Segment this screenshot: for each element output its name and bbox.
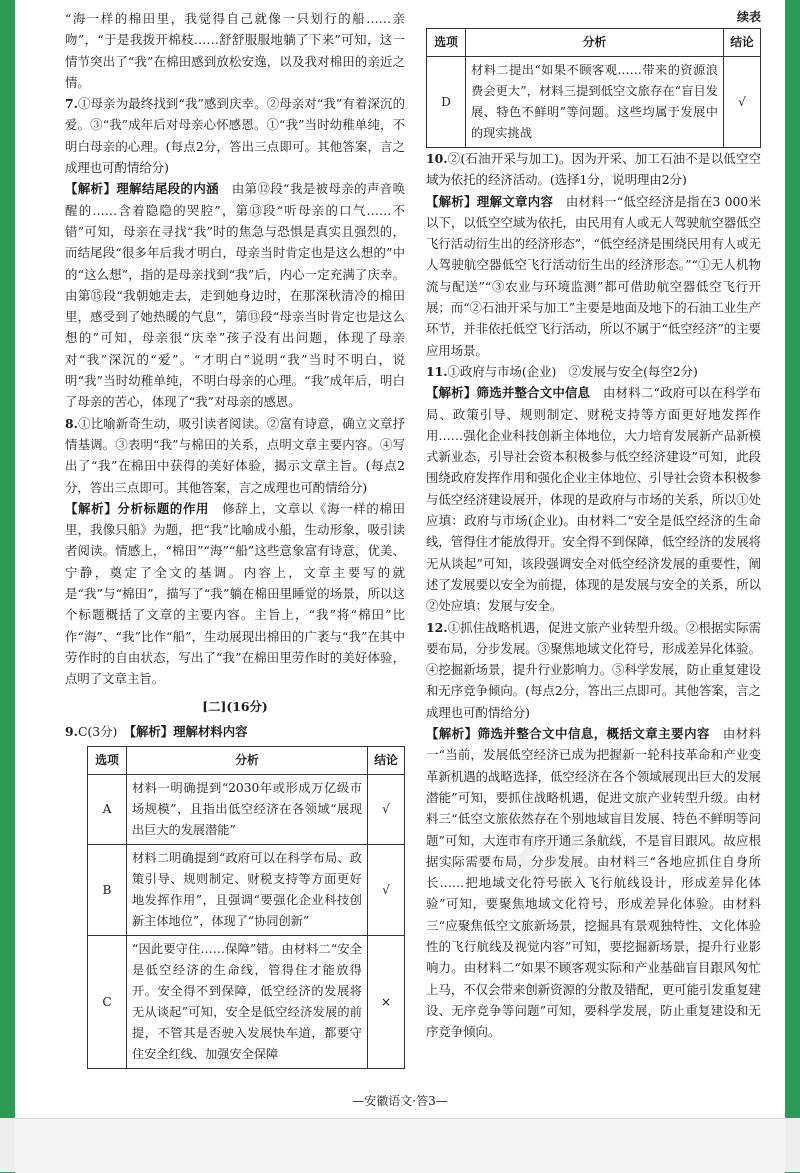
question-7 bbox=[65, 93, 405, 412]
question-11 bbox=[426, 361, 761, 617]
row-option: B bbox=[88, 845, 127, 936]
bottom-band bbox=[0, 1118, 800, 1172]
q12-analysis-tag: 【解析】筛选并整合文中信息，概括文章主要内容 bbox=[426, 726, 710, 742]
table-row bbox=[88, 936, 405, 1069]
q10-answer bbox=[426, 148, 761, 191]
bottom-band-inner bbox=[15, 1118, 785, 1173]
q9-answer-text: C(3分) bbox=[77, 723, 118, 739]
q10-analysis-text: 由材料一“低空经济是指在3 000米以下，以低空空域为依托，由民用有人或无人驾驶航空器低空飞行活动衍生出的经济形态”，“低空经济是围绕民用有人或无人驾驶航空器低空飞行活动衍生出的经济形态。”“①无人机物流与配送”“③农业与环境监测”都可借助航空器低空飞行开展；而“②石油开采与加工”主要是地面及地下的石油工业生产环节，并非依托低空飞行活动，所以不属于“低空经济”的主要应用场景。 bbox=[426, 193, 761, 358]
q12-analysis-text: 由材料一“当前，发展低空经济已成为把握新一轮科技革命和产业变革新机遇的战略选择，低空经济在各个领域展现出巨大的发展潜能”可知，要抓住战略机遇，促进文旅产业转型升级。由材料三“低空文旅依然存在个别地域盲目发展、特色不鲜明等问题”可知，大连市有序开通三条航线，不是盲目跟风。故应根据实际需要布局，分步发展。由材料三“各地应抓住自身所长……把地域文化符号嵌入飞行航线设计，形成差异化体验”可知，要聚焦地域文化符号，形成差异化体验。由材料三“应聚焦低空文旅新场景，挖掘具有景观独特性、文化体验性的飞行航线及视觉内容”可知，要挖掘新场景，提升行业影响力。由材料二“如果不顾客观实际和产业基础盲目跟风匆忙上马，不仅会带来创新资源的分散及错配，更可能引发重复建设、无序竞争等问题”可知，要科学发展，防止重复建设和无序竞争倾向。 bbox=[426, 726, 762, 1040]
header-option: 选项 bbox=[88, 747, 127, 775]
q7-number: 7. bbox=[65, 96, 78, 112]
q8-answer-text: ①比喻新奇生动，吸引读者阅读。②富有诗意，确立文章抒情基调。③表明“我”与棉田的关系，点明文章主要内容。④写出了“我”在棉田中获得的美好体验，揭示文章主旨。(每点2分，答出三点即可。其他答案，言之成理也可酌情给分) bbox=[65, 415, 405, 495]
q7-answer-text: ①母亲为最终找到“我”感到庆幸。②母亲对“我”有着深沉的爱。③“我”成年后对母亲心怀感恩。①“我”当时幼稚单纯，不明白母亲的心理。(每点2分，答出三点即可。其他答案，言之成理也可酌情给分) bbox=[65, 96, 405, 176]
table-row bbox=[427, 57, 761, 148]
page bbox=[15, 0, 785, 1118]
q7-analysis-tag: 【解析】理解结尾段的内涵 bbox=[65, 181, 219, 197]
row-option: D bbox=[427, 57, 466, 148]
q11-number: 11. bbox=[426, 363, 448, 379]
q10-analysis bbox=[426, 191, 761, 361]
header-analysis: 分析 bbox=[127, 747, 368, 775]
table-header-row bbox=[88, 747, 405, 775]
table-continued-label: 续表 bbox=[736, 10, 761, 24]
question-12 bbox=[426, 617, 761, 1043]
row-analysis: 材料一明确提到“2030年或形成万亿级市场规模”，且指出低空经济在各领域“展现出巨大的发展潜能” bbox=[127, 775, 368, 845]
q9-options-table-continued bbox=[426, 28, 761, 148]
q7-analysis-text: 由第⑫段“我是被母亲的声音唤醒的……含着隐隐的哭腔”，第⑬段“听母亲的口气……不错”可知，母亲在寻找“我”时的焦急与恐惧是真实且强烈的，而结尾段“很多年后我才明白，母亲当时肯定也是这么想的”中的“这么想”，指的是母亲找到“我”后，内心一定充满了庆幸。由第⑮段“我朝她走去，走到她身边时，在那深秋清冷的棉田里，感受到了她热暖的气息”，第⑬段“母亲当时肯定也是这么想的”可知，母亲很“庆幸”孩子没有出问题，体现了母亲对“我”深沉的“爱”。“才明白”说明“我”当时不明白，说明“我”当时幼稚单纯，不明白母亲的心理。“我”成年后，明白了母亲的苦心，体现了“我”对母亲的感恩。 bbox=[65, 181, 406, 410]
q12-answer-text: ①抓住战略机遇，促进文旅产业转型升级。②根据实际需要布局，分步发展。③聚焦地域文化符号，形成差异化体验。④挖掘新场景，提升行业影响力。⑤科学发展，防止重复建设和无序竞争倾向。(每点2分，答出三点即可。其他答案，言之成理也可酌情给分) bbox=[426, 619, 761, 720]
q11-analysis bbox=[426, 382, 761, 616]
q7-answer bbox=[65, 93, 405, 178]
q11-analysis-text: 由材料二“政府可以在科学布局、政策引导、规则制定、财税支持等方面更好地发挥作用……强化企业科技创新主体地位，大力培育发展新产品新模式新业态，引导社会资本积极参与低空经济建设”可知，此段围绕政府发挥作用和强化企业主体地位、引导社会资本积极参与低空经济建设展开，体现的是政府与市场的关系，所以①处应填：政府与市场(企业)。由材料二“安全是低空经济的生命线，管得住才能放得开。安全得不到保障，低空经济的发展将无从谈起”可知，该段强调安全对低空经济发展的重要性，阐述了发展要以安全为前提，体现的是发展与安全的关系，所以②处应填：发展与安全。 bbox=[426, 385, 761, 614]
question-8 bbox=[65, 413, 405, 690]
row-option: C bbox=[88, 936, 127, 1069]
question-9 bbox=[65, 721, 405, 742]
left-column bbox=[65, 8, 405, 1069]
page-footer: —安徽语文·答3— bbox=[352, 1094, 448, 1108]
q12-answer bbox=[426, 617, 761, 723]
q9-options-table bbox=[87, 746, 405, 1069]
row-verdict: √ bbox=[368, 775, 405, 845]
row-verdict: × bbox=[368, 936, 405, 1069]
q8-analysis bbox=[65, 498, 405, 690]
q10-number: 10. bbox=[426, 151, 448, 166]
q12-analysis bbox=[426, 723, 761, 1042]
q9-number: 9. bbox=[65, 723, 78, 739]
q11-answer-text: ①政府与市场(企业) ②发展与安全(每空2分) bbox=[447, 363, 698, 379]
q8-answer bbox=[65, 413, 405, 498]
q8-number: 8. bbox=[65, 415, 78, 431]
header-verdict: 结论 bbox=[368, 747, 405, 775]
q10-answer-text: ②(石油开采与加工)。因为开采、加工石油不是以低空空域为依托的经济活动。(选择1分，说明理由2分) bbox=[426, 151, 761, 188]
q7-analysis bbox=[65, 178, 405, 412]
q6-continuation: “海一样的棉田里，我觉得自己就像一只划行的船……亲吻”，“于是我拨开棉枝……舒舒服服地躺了下来”可知，这一情节突出了“我”在棉田感到放松安逸，以及我对棉田的亲近之情。 bbox=[65, 11, 405, 90]
header-verdict: 结论 bbox=[724, 29, 761, 57]
q11-answer bbox=[426, 361, 761, 382]
header-option: 选项 bbox=[427, 29, 466, 57]
header-analysis: 分析 bbox=[466, 29, 724, 57]
q9-answer bbox=[65, 721, 405, 742]
question-10 bbox=[426, 148, 761, 361]
q11-analysis-tag: 【解析】筛选并整合文中信息 bbox=[426, 385, 591, 401]
table-row bbox=[88, 845, 405, 936]
q8-analysis-text: 修辞上，文章以《海一样的棉田里，我像只船》为题，把“我”比喻成小船，生动形象，吸引读者阅读。情感上，“棉田”“海”“船”这些意象富有诗意，优美、宁静，奠定了全文的基调。内容上，文章主要写的就是“我”与“棉田”，描写了“我”躺在棉田里睡觉的场景，所以这个标题概括了文章的主要内容。主旨上，“我”将“棉田”比作“海”、“我”比作“船”，生动展现出棉田的广袤与“我”在其中劳作时的自由状态，写出了“我”在棉田里劳作时的美好体验，点明了文章主旨。 bbox=[65, 500, 406, 687]
q12-number: 12. bbox=[426, 619, 448, 635]
q8-analysis-tag: 【解析】分析标题的作用 bbox=[65, 500, 210, 516]
watermark-logo: 38 bbox=[495, 825, 577, 899]
table-row bbox=[88, 775, 405, 845]
table-header-row bbox=[427, 29, 761, 57]
section-2-heading: [二](16分) bbox=[202, 698, 268, 714]
row-analysis: 材料二明确提到“政府可以在科学布局、政策引导、规则制定、财税支持等方面更好地发挥作用”，且强调“要强化企业科技创新主体地位”，体现了“协同创新” bbox=[127, 845, 368, 936]
right-column bbox=[426, 8, 761, 1042]
q10-analysis-tag: 【解析】理解文章内容 bbox=[426, 193, 554, 209]
row-option: A bbox=[88, 775, 127, 845]
row-analysis: “因此要守住……保障”错。由材料二“安全是低空经济的生命线，管得住才能放得开。安全得不到保障，低空经济的发展将无从谈起”可知，安全是低空经济发展的前提，不管其是否驶入发展快车道，都要守住安全红线、加强安全保障 bbox=[127, 936, 368, 1069]
row-verdict: √ bbox=[368, 845, 405, 936]
row-verdict: √ bbox=[724, 57, 761, 148]
row-analysis: 材料二提出“如果不顾客观……带来的资源浪费会更大”，材料三提到低空文旅存在“盲目发展、特色不鲜明”等问题。这些均属于发展中的现实挑战 bbox=[466, 57, 724, 148]
q9-analysis-tag: 【解析】理解材料内容 bbox=[129, 723, 248, 739]
